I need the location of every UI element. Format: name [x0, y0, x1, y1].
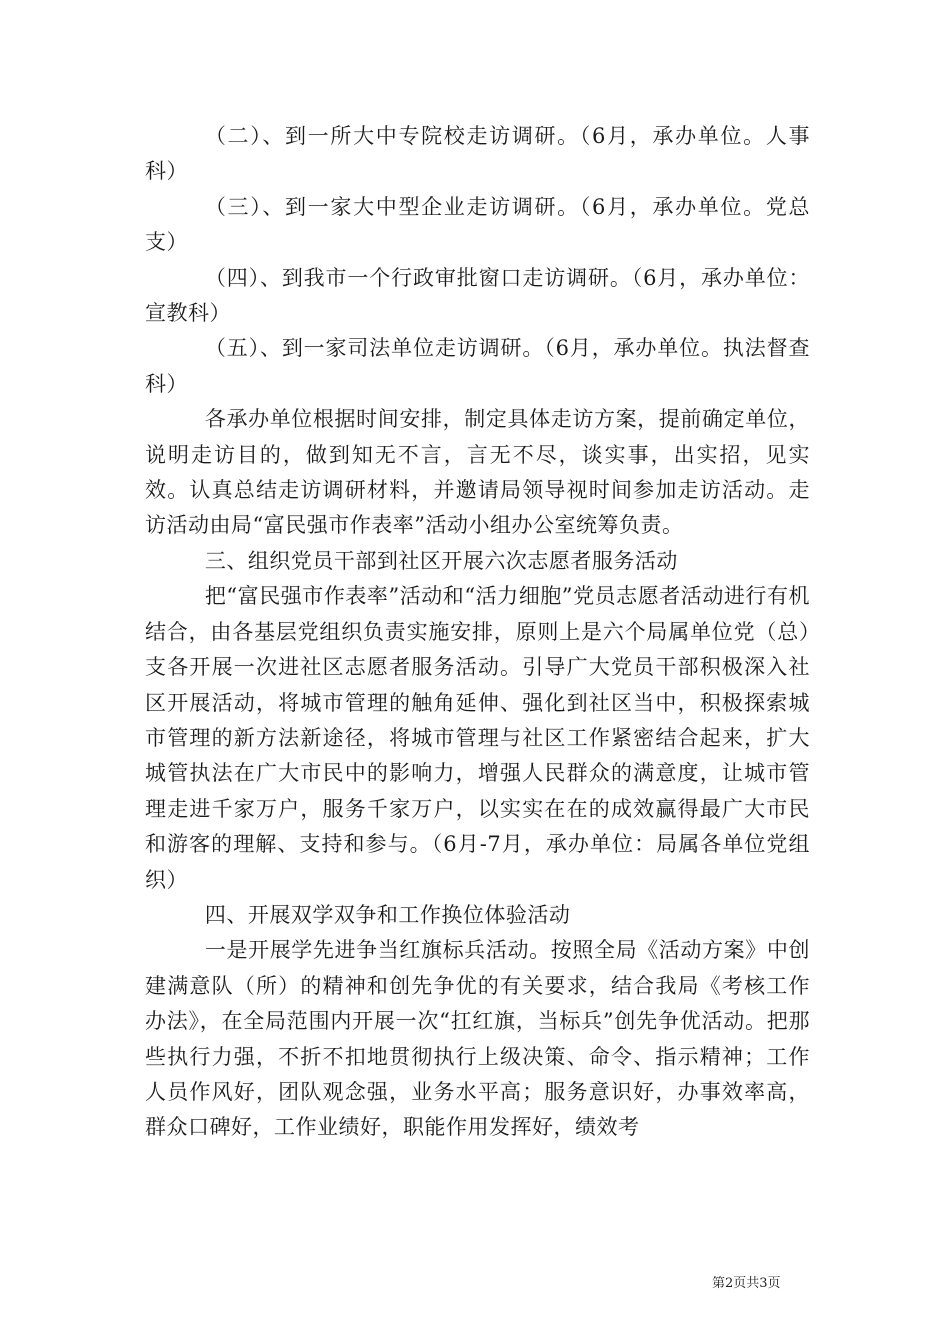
paragraph-item-2: （二）、到一所大中专院校走访调研。（6月，承办单位。人事科） [145, 124, 810, 184]
paragraph-item-4: （四）、到我市一个行政审批窗口走访调研。（6月，承办单位：宣教科） [145, 265, 810, 326]
paragraph-visit-arrangement: 各承办单位根据时间安排，制定具体走访方案，提前确定单位，说明走访目的，做到知无不言，言无不尽，谈实事，出实招，见实效。认真总结走访调研材料，并邀请局领导视时间参加走访活动。走访活动由局“富民强市作表率”活动小组办公室统筹负责。 [145, 407, 810, 538]
paragraph-item-3: （三）、到一家大中型企业走访调研。（6月，承办单位。党总支） [145, 194, 810, 255]
section-heading-4: 四、开展双学双争和工作换位体验活动 [204, 902, 571, 927]
section-heading-3: 三、组织党员干部到社区开展六次志愿者服务活动 [204, 548, 678, 573]
paragraph-learn-advanced: 一是开展学先进争当红旗标兵活动。按照全局《活动方案》中创建满意队（所）的精神和创先争优的有关要求，结合我局《考核工作办法》，在全局范围内开展一次“扛红旗，当标兵”创先争优活动。把那些执行力强，不折不扣地贯彻执行上级决策、命令、指示精神；工作人员作风好，团队观念强，业务水平高；服务意识好，办事效率高，群众口碑好，工作业绩好，职能作用发挥好，绩效考 [145, 938, 810, 1140]
document-body [145, 119, 810, 1146]
paragraph-item-5: （五）、到一家司法单位走访调研。（6月，承办单位。执法督查科） [145, 336, 810, 396]
page-number-footer: 第2页共3页 [712, 1276, 781, 1291]
paragraph-volunteer-activity: 把“富民强市作表率”活动和“活力细胞”党员志愿者活动进行有机结合，由各基层党组织负责实施安排，原则上是六个局属单位党（总）支各开展一次进社区志愿者服务活动。引导广大党员干部积极深入社区开展活动，将城市管理的触角延伸、强化到社区当中，积极探索城市管理的新方法新途径，将城市管理与社区工作紧密结合起来，扩大城管执法在广大市民中的影响力，增强人民群众的满意度，让城市管理走进千家万户，服务千家万户，以实实在在的成效赢得最广大市民和游客的理解、支持和参与。（6月-7月，承办单位：局属各单位党组织） [145, 584, 810, 892]
